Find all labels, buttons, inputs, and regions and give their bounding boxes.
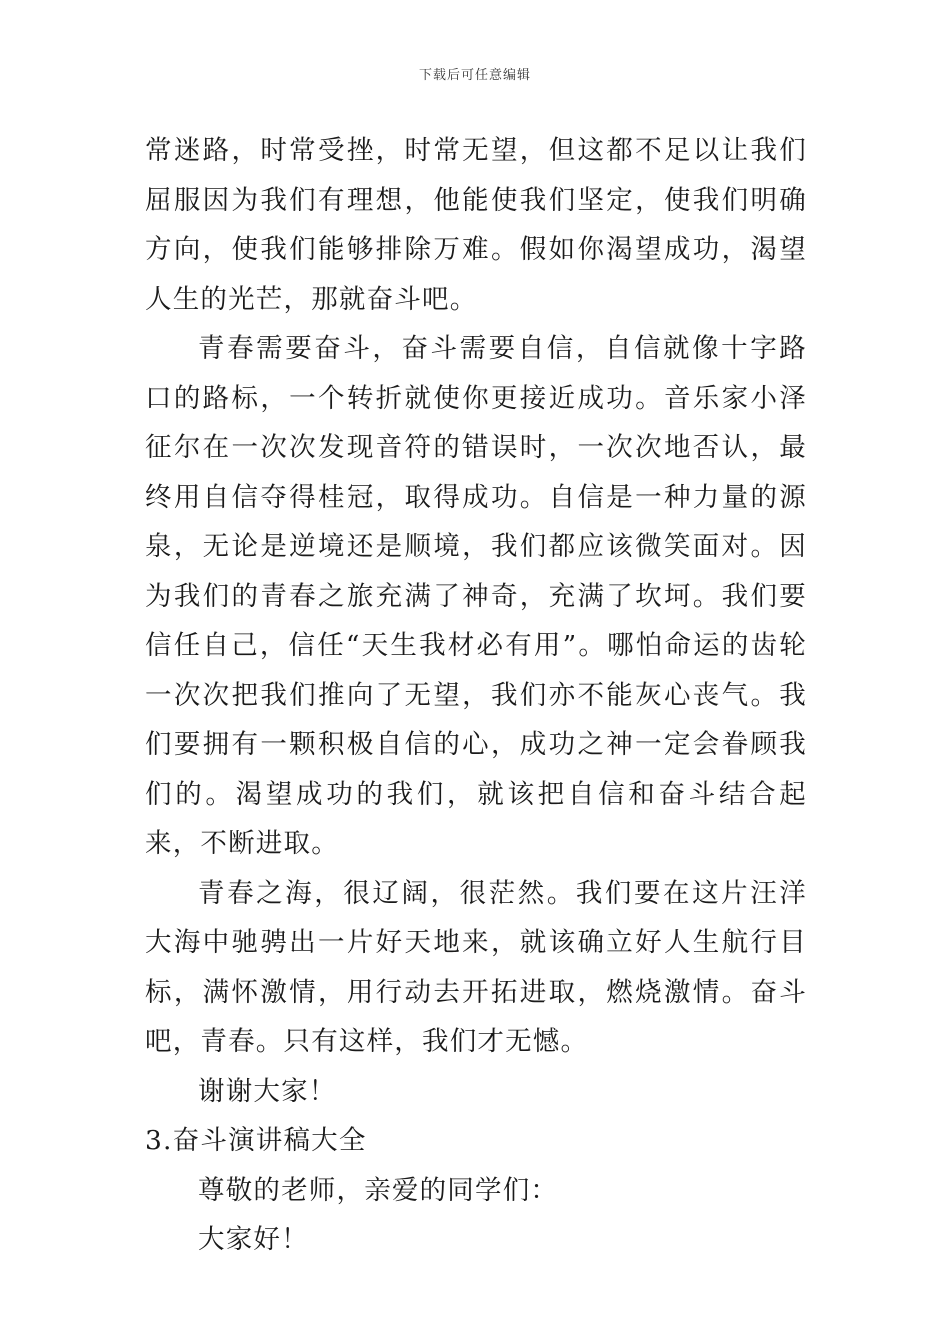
section-heading: 3.奋斗演讲稿大全 [145,1125,367,1156]
paragraph-3: 青春之海，很辽阔，很茫然。我们要在这片汪洋大海中驰骋出一片好天地来，就该确立好人生航行目标，满怀激情，用行动去开拓进取，燃烧激情。奋斗吧，青春。只有这样，我们才无憾。 [145,877,807,1057]
paragraph-1: 常迷路，时常受挫，时常无望，但这都不足以让我们屈服因为我们有理想，他能使我们坚定，使我们明确方向，使我们能够排除万难。假如你渴望成功，渴望人生的光芒，那就奋斗吧。 [145,135,807,315]
paragraph-2: 青春需要奋斗，奋斗需要自信，自信就像十字路口的路标，一个转折就使你更接近成功。音乐家小泽征尔在一次次发现音符的错误时，一次次地否认，最 终用自信夺得桂冠，取得成功。自信是一种力量的源泉，无论是逆境还是顺境，我们都应该微笑面对。因为我们的青春之旅充满了神奇，充满了坎坷。我们要信任自己，信任“天生我材必有用”。哪怕命运的齿轮一次次把我们推向了无望，我们亦不能灰心丧气。我们要拥有一颗积极自信的心，成功之神一定会眷顾我们的。渴望成功的我们，就该把自信和奋斗结合起来，不断进取。 [145,333,807,859]
salutation: 尊敬的老师，亲爱的同学们： [198,1174,559,1206]
closing-thanks: 谢谢大家！ [198,1075,337,1107]
document-body [145,126,807,1265]
greeting: 大家好！ [198,1224,309,1255]
page-header: 下载后可任意编辑 [418,68,531,83]
